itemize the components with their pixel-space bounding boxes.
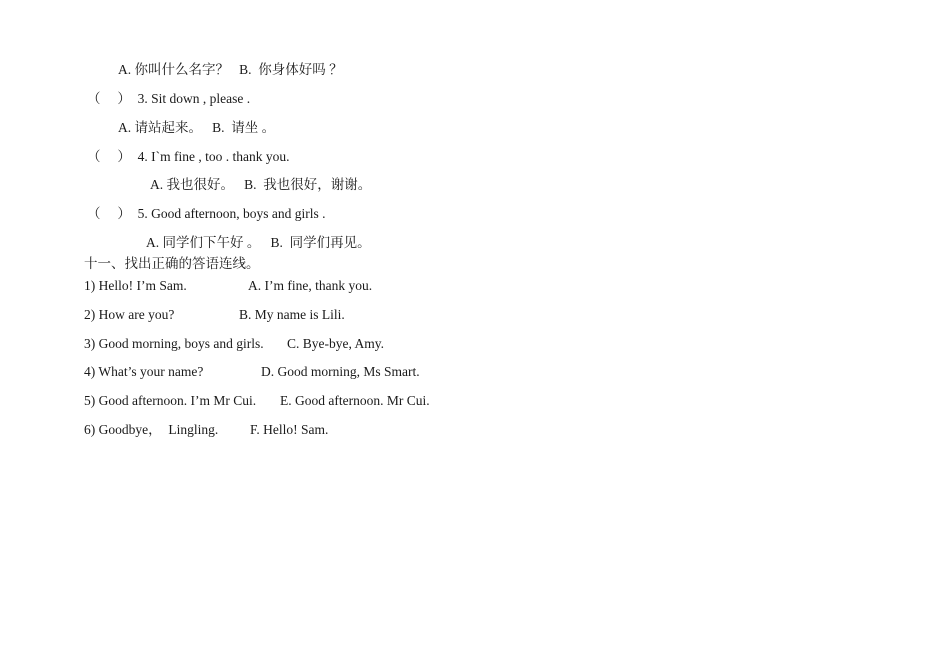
q5-stem: （ ） 5. Good afternoon, boys and girls . [87,206,326,221]
match-left-5: 5) Good afternoon. I’m Mr Cui. [84,393,257,408]
section-title: 十一、找出正确的答语连线。 [84,256,260,271]
q4-stem: （ ） 4. I`m fine , too . thank you. [87,149,290,164]
q2-options: A. 你叫什么名字？ B. 你身体好吗 ？ [118,62,343,77]
q5-options: A. 同学们下午好 。 B. 同学们再见。 [146,235,371,250]
match-left-3: 3) Good morning, boys and girls. [84,336,264,351]
match-left-4: 4) What’s your name? [84,364,204,379]
match-left-6: 6) Goodbye， Lingling. [84,422,219,437]
match-right-3: C. Bye-bye, Amy. [287,336,384,351]
match-left-2: 2) How are you? [84,307,175,322]
q4-options: A. 我也很好。 B. 我也很好，谢谢。 [150,177,372,192]
match-right-1: A. I’m fine, thank you. [248,278,373,293]
match-left-1: 1) Hello! I’m Sam. [84,278,187,293]
match-right-5: E. Good afternoon. Mr Cui. [280,393,430,408]
match-right-6: F. Hello! Sam. [250,422,329,437]
match-right-2: B. My name is Lili. [239,307,345,322]
q3-stem: （ ） 3. Sit down , please . [87,91,251,106]
match-right-4: D. Good morning, Ms Smart. [261,364,420,379]
q3-options: A. 请站起来。 B. 请坐 。 [118,120,276,135]
